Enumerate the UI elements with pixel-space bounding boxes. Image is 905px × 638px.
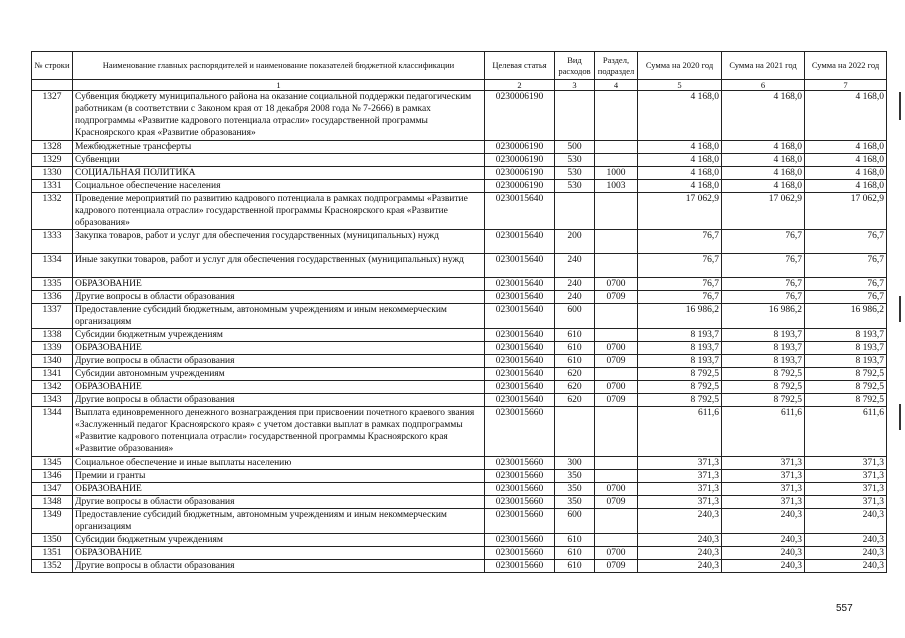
row-name: Другие вопросы в области образования <box>73 496 485 509</box>
row-kind <box>555 91 595 141</box>
row-name: ОБРАЗОВАНИЕ <box>73 342 485 355</box>
row-sum-2022: 16 986,2 <box>805 304 887 329</box>
row-section: 0709 <box>595 394 638 407</box>
row-sum-2022: 4 168,0 <box>805 180 887 193</box>
row-target: 0230015660 <box>485 534 555 547</box>
row-sum-2022: 240,3 <box>805 547 887 560</box>
row-kind: 240 <box>555 278 595 291</box>
row-target: 0230015640 <box>485 193 555 230</box>
row-kind: 600 <box>555 304 595 329</box>
row-section: 0709 <box>595 496 638 509</box>
row-sum-2021: 371,3 <box>722 457 805 470</box>
column-number: 4 <box>595 80 638 91</box>
table-row <box>32 193 887 230</box>
row-number: 1334 <box>32 254 73 278</box>
row-sum-2022: 8 792,5 <box>805 394 887 407</box>
row-sum-2020: 76,7 <box>638 230 722 254</box>
row-number: 1351 <box>32 547 73 560</box>
row-number: 1332 <box>32 193 73 230</box>
row-target: 0230015640 <box>485 304 555 329</box>
column-number: 5 <box>638 80 722 91</box>
table-body <box>32 91 887 573</box>
row-number: 1349 <box>32 509 73 534</box>
table-row <box>32 381 887 394</box>
scan-edge-mark <box>899 92 901 120</box>
table-row <box>32 547 887 560</box>
row-number: 1340 <box>32 355 73 368</box>
row-sum-2020: 76,7 <box>638 254 722 278</box>
row-name: СОЦИАЛЬНАЯ ПОЛИТИКА <box>73 167 485 180</box>
row-sum-2020: 240,3 <box>638 560 722 573</box>
header-name: Наименование главных распорядителей и наименование показателей бюджетной классификации <box>73 52 485 80</box>
row-sum-2021: 371,3 <box>722 470 805 483</box>
row-name: Выплата единовременного денежного вознаграждения при присвоении почетного краевого звания «Заслуженный педагог Красноярского края» с учетом доставки выплат в рамках подпрограммы «Развитие кадрового потенциала отрасли» государственной программы Красноярского края «Развитие образования» <box>73 407 485 457</box>
row-sum-2022: 240,3 <box>805 509 887 534</box>
table-header-row <box>32 52 887 80</box>
row-target: 0230015640 <box>485 394 555 407</box>
row-section: 0709 <box>595 560 638 573</box>
row-section: 1000 <box>595 167 638 180</box>
row-sum-2022: 76,7 <box>805 291 887 304</box>
row-kind: 350 <box>555 483 595 496</box>
row-name: Субсидии бюджетным учреждениям <box>73 329 485 342</box>
header-sum-2020: Сумма на 2020 год <box>638 52 722 80</box>
row-sum-2022: 371,3 <box>805 457 887 470</box>
row-target: 0230015640 <box>485 342 555 355</box>
row-sum-2020: 8 193,7 <box>638 329 722 342</box>
row-section: 0700 <box>595 483 638 496</box>
row-target: 0230015660 <box>485 496 555 509</box>
row-target: 0230015640 <box>485 381 555 394</box>
row-kind: 530 <box>555 154 595 167</box>
row-sum-2020: 240,3 <box>638 534 722 547</box>
row-name: Иные закупки товаров, работ и услуг для обеспечения государственных (муниципальных) нужд <box>73 254 485 278</box>
row-target: 0230015660 <box>485 547 555 560</box>
row-target: 0230015660 <box>485 407 555 457</box>
table-row <box>32 407 887 457</box>
row-sum-2020: 240,3 <box>638 547 722 560</box>
table-row <box>32 167 887 180</box>
header-section: Раздел, подраздел <box>595 52 638 80</box>
row-kind <box>555 193 595 230</box>
row-sum-2020: 4 168,0 <box>638 91 722 141</box>
row-section: 0700 <box>595 547 638 560</box>
row-section <box>595 509 638 534</box>
header-target: Целевая статья <box>485 52 555 80</box>
row-sum-2022: 4 168,0 <box>805 141 887 154</box>
row-sum-2020: 371,3 <box>638 470 722 483</box>
row-number: 1350 <box>32 534 73 547</box>
row-sum-2022: 8 792,5 <box>805 368 887 381</box>
row-sum-2021: 8 792,5 <box>722 381 805 394</box>
row-target: 0230015640 <box>485 368 555 381</box>
header-sum-2022: Сумма на 2022 год <box>805 52 887 80</box>
row-sum-2020: 16 986,2 <box>638 304 722 329</box>
row-sum-2022: 371,3 <box>805 496 887 509</box>
row-kind: 610 <box>555 342 595 355</box>
row-number: 1345 <box>32 457 73 470</box>
row-kind: 610 <box>555 534 595 547</box>
row-section <box>595 457 638 470</box>
scan-edge-mark <box>899 296 901 322</box>
row-number: 1342 <box>32 381 73 394</box>
row-sum-2020: 4 168,0 <box>638 167 722 180</box>
row-name: Закупка товаров, работ и услуг для обеспечения государственных (муниципальных) нужд <box>73 230 485 254</box>
row-number: 1329 <box>32 154 73 167</box>
row-kind: 530 <box>555 180 595 193</box>
table-row <box>32 254 887 278</box>
column-number: 7 <box>805 80 887 91</box>
row-sum-2022: 371,3 <box>805 483 887 496</box>
row-name: Социальное обеспечение населения <box>73 180 485 193</box>
row-kind: 200 <box>555 230 595 254</box>
row-name: Социальное обеспечение и иные выплаты населению <box>73 457 485 470</box>
row-number: 1333 <box>32 230 73 254</box>
table-row <box>32 91 887 141</box>
row-section: 0700 <box>595 278 638 291</box>
page-number: 557 <box>836 603 853 614</box>
row-kind: 610 <box>555 560 595 573</box>
row-sum-2020: 76,7 <box>638 278 722 291</box>
row-kind: 610 <box>555 547 595 560</box>
row-sum-2022: 76,7 <box>805 230 887 254</box>
row-sum-2022: 4 168,0 <box>805 167 887 180</box>
row-name: Другие вопросы в области образования <box>73 394 485 407</box>
row-sum-2020: 240,3 <box>638 509 722 534</box>
row-number: 1341 <box>32 368 73 381</box>
row-sum-2022: 8 193,7 <box>805 342 887 355</box>
row-target: 0230006190 <box>485 167 555 180</box>
column-number-row <box>32 80 887 91</box>
row-number: 1331 <box>32 180 73 193</box>
row-sum-2022: 17 062,9 <box>805 193 887 230</box>
row-number: 1339 <box>32 342 73 355</box>
row-number: 1348 <box>32 496 73 509</box>
row-sum-2020: 8 792,5 <box>638 394 722 407</box>
table-row <box>32 457 887 470</box>
row-name: Межбюджетные трансферты <box>73 141 485 154</box>
row-sum-2022: 240,3 <box>805 560 887 573</box>
row-sum-2021: 8 792,5 <box>722 368 805 381</box>
row-name: Предоставление субсидий бюджетным, автономным учреждениям и иным некоммерческим организациям <box>73 509 485 534</box>
row-section <box>595 91 638 141</box>
row-name: ОБРАЗОВАНИЕ <box>73 547 485 560</box>
table-row <box>32 483 887 496</box>
row-sum-2021: 76,7 <box>722 254 805 278</box>
row-kind: 240 <box>555 291 595 304</box>
table-row <box>32 278 887 291</box>
table-row <box>32 291 887 304</box>
row-section <box>595 329 638 342</box>
row-section <box>595 470 638 483</box>
row-sum-2020: 371,3 <box>638 483 722 496</box>
row-sum-2020: 76,7 <box>638 291 722 304</box>
row-name: Премии и гранты <box>73 470 485 483</box>
row-sum-2020: 8 792,5 <box>638 368 722 381</box>
row-target: 0230015640 <box>485 278 555 291</box>
row-sum-2022: 8 792,5 <box>805 381 887 394</box>
row-sum-2021: 76,7 <box>722 291 805 304</box>
table-row <box>32 355 887 368</box>
table-row <box>32 496 887 509</box>
row-kind: 600 <box>555 509 595 534</box>
row-target: 0230006190 <box>485 180 555 193</box>
row-number: 1338 <box>32 329 73 342</box>
table-row <box>32 329 887 342</box>
row-kind: 620 <box>555 381 595 394</box>
row-section <box>595 407 638 457</box>
row-sum-2021: 240,3 <box>722 534 805 547</box>
row-kind: 530 <box>555 167 595 180</box>
row-sum-2021: 16 986,2 <box>722 304 805 329</box>
row-sum-2021: 4 168,0 <box>722 141 805 154</box>
row-target: 0230015640 <box>485 230 555 254</box>
row-sum-2020: 611,6 <box>638 407 722 457</box>
row-kind: 240 <box>555 254 595 278</box>
column-number: 3 <box>555 80 595 91</box>
row-name: Другие вопросы в области образования <box>73 355 485 368</box>
row-section <box>595 141 638 154</box>
budget-table <box>31 51 887 573</box>
row-sum-2021: 240,3 <box>722 560 805 573</box>
row-target: 0230015640 <box>485 355 555 368</box>
row-number: 1343 <box>32 394 73 407</box>
row-sum-2021: 611,6 <box>722 407 805 457</box>
row-number: 1337 <box>32 304 73 329</box>
row-kind: 350 <box>555 470 595 483</box>
row-sum-2021: 240,3 <box>722 509 805 534</box>
row-name: Другие вопросы в области образования <box>73 560 485 573</box>
row-sum-2022: 76,7 <box>805 254 887 278</box>
row-sum-2020: 371,3 <box>638 457 722 470</box>
header-row-no: № строки <box>32 52 73 80</box>
table-row <box>32 342 887 355</box>
row-number: 1328 <box>32 141 73 154</box>
row-number: 1347 <box>32 483 73 496</box>
row-sum-2021: 8 193,7 <box>722 342 805 355</box>
row-section: 1003 <box>595 180 638 193</box>
row-number: 1346 <box>32 470 73 483</box>
table-row <box>32 534 887 547</box>
row-section <box>595 254 638 278</box>
row-target: 0230015660 <box>485 483 555 496</box>
scan-edge-mark <box>899 404 901 430</box>
row-sum-2020: 8 792,5 <box>638 381 722 394</box>
row-sum-2021: 76,7 <box>722 278 805 291</box>
row-kind: 610 <box>555 355 595 368</box>
row-sum-2020: 4 168,0 <box>638 154 722 167</box>
row-sum-2022: 8 193,7 <box>805 329 887 342</box>
row-sum-2021: 371,3 <box>722 496 805 509</box>
row-target: 0230015660 <box>485 560 555 573</box>
row-sum-2021: 4 168,0 <box>722 91 805 141</box>
row-section <box>595 304 638 329</box>
row-sum-2022: 76,7 <box>805 278 887 291</box>
row-sum-2021: 76,7 <box>722 230 805 254</box>
table-row <box>32 470 887 483</box>
row-sum-2020: 8 193,7 <box>638 355 722 368</box>
row-kind: 500 <box>555 141 595 154</box>
row-section: 0709 <box>595 291 638 304</box>
row-sum-2021: 240,3 <box>722 547 805 560</box>
row-sum-2022: 611,6 <box>805 407 887 457</box>
row-number: 1335 <box>32 278 73 291</box>
row-section <box>595 193 638 230</box>
row-name: ОБРАЗОВАНИЕ <box>73 381 485 394</box>
row-target: 0230015660 <box>485 457 555 470</box>
row-section <box>595 154 638 167</box>
row-sum-2020: 17 062,9 <box>638 193 722 230</box>
row-sum-2021: 4 168,0 <box>722 167 805 180</box>
row-section <box>595 534 638 547</box>
row-sum-2022: 371,3 <box>805 470 887 483</box>
row-sum-2020: 4 168,0 <box>638 141 722 154</box>
row-sum-2022: 4 168,0 <box>805 154 887 167</box>
row-sum-2022: 8 193,7 <box>805 355 887 368</box>
row-sum-2020: 8 193,7 <box>638 342 722 355</box>
row-sum-2021: 8 193,7 <box>722 355 805 368</box>
header-sum-2021: Сумма на 2021 год <box>722 52 805 80</box>
row-sum-2021: 8 193,7 <box>722 329 805 342</box>
column-number <box>32 80 73 91</box>
row-kind: 350 <box>555 496 595 509</box>
row-sum-2020: 4 168,0 <box>638 180 722 193</box>
row-kind: 610 <box>555 329 595 342</box>
row-sum-2021: 371,3 <box>722 483 805 496</box>
column-number: 1 <box>73 80 485 91</box>
row-name: ОБРАЗОВАНИЕ <box>73 278 485 291</box>
table-row <box>32 368 887 381</box>
row-number: 1352 <box>32 560 73 573</box>
row-name: ОБРАЗОВАНИЕ <box>73 483 485 496</box>
row-kind: 620 <box>555 368 595 381</box>
row-section: 0709 <box>595 355 638 368</box>
row-sum-2020: 371,3 <box>638 496 722 509</box>
table-row <box>32 560 887 573</box>
row-sum-2021: 4 168,0 <box>722 180 805 193</box>
row-name: Проведение мероприятий по развитию кадрового потенциала в рамках подпрограммы «Развитие кадрового потенциала отрасли» государственной программы Красноярского края «Развитие образования» <box>73 193 485 230</box>
row-sum-2022: 4 168,0 <box>805 91 887 141</box>
table-row <box>32 180 887 193</box>
row-section: 0700 <box>595 342 638 355</box>
row-name: Субвенция бюджету муниципального района на оказание социальной поддержки педагогическим работникам (в соответствии с Законом края от 18 декабря 2008 года № 7-2666) в рамках подпрограммы «Развитие кадрового потенциала отрасли» государственной программы Красноярского края «Развитие образования» <box>73 91 485 141</box>
column-number: 2 <box>485 80 555 91</box>
row-target: 0230015640 <box>485 329 555 342</box>
row-name: Субсидии бюджетным учреждениям <box>73 534 485 547</box>
row-target: 0230006190 <box>485 154 555 167</box>
table-row <box>32 394 887 407</box>
row-target: 0230015660 <box>485 470 555 483</box>
row-target: 0230015640 <box>485 291 555 304</box>
row-target: 0230015660 <box>485 509 555 534</box>
row-sum-2021: 8 792,5 <box>722 394 805 407</box>
row-sum-2022: 240,3 <box>805 534 887 547</box>
table-row <box>32 304 887 329</box>
row-section <box>595 230 638 254</box>
row-name: Субвенции <box>73 154 485 167</box>
row-number: 1327 <box>32 91 73 141</box>
row-section <box>595 368 638 381</box>
row-sum-2021: 17 062,9 <box>722 193 805 230</box>
column-number: 6 <box>722 80 805 91</box>
row-name: Субсидии автономным учреждениям <box>73 368 485 381</box>
row-kind <box>555 407 595 457</box>
row-section: 0700 <box>595 381 638 394</box>
row-number: 1336 <box>32 291 73 304</box>
header-kind: Вид расходов <box>555 52 595 80</box>
table-row <box>32 509 887 534</box>
row-kind: 300 <box>555 457 595 470</box>
row-kind: 620 <box>555 394 595 407</box>
row-name: Другие вопросы в области образования <box>73 291 485 304</box>
row-sum-2021: 4 168,0 <box>722 154 805 167</box>
row-target: 0230015640 <box>485 254 555 278</box>
row-number: 1344 <box>32 407 73 457</box>
table-row <box>32 230 887 254</box>
row-number: 1330 <box>32 167 73 180</box>
table-row <box>32 141 887 154</box>
row-target: 0230006190 <box>485 141 555 154</box>
row-target: 0230006190 <box>485 91 555 141</box>
table-row <box>32 154 887 167</box>
row-name: Предоставление субсидий бюджетным, автономным учреждениям и иным некоммерческим организациям <box>73 304 485 329</box>
